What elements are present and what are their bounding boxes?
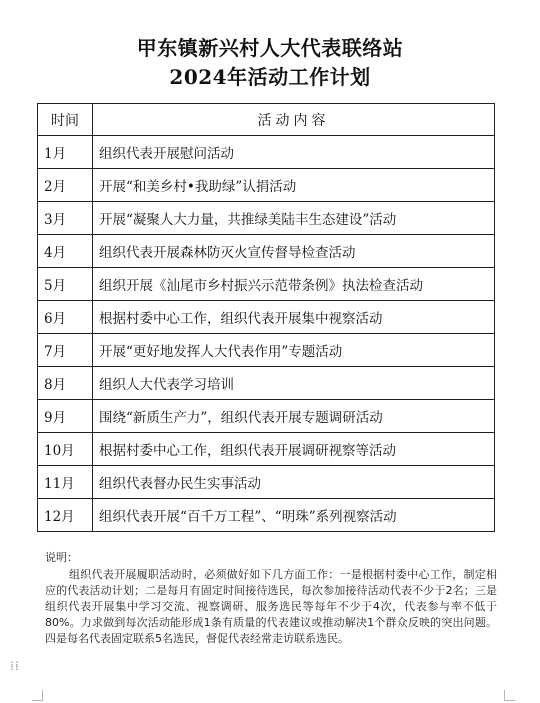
row-content: 组织代表开展“百千万工程”、“明珠”系列视察活动 [93,499,495,532]
table-row [38,466,495,499]
row-month: 8月 [38,367,93,400]
table-row [38,268,495,301]
row-content: 根据村委中心工作，组织代表开展调研视察等活动 [93,433,495,466]
table-row [38,235,495,268]
header-content: 活动内容 [93,104,495,136]
row-month: 11月 [38,466,93,499]
row-month: 6月 [38,301,93,334]
table-row [38,367,495,400]
row-month: 5月 [38,268,93,301]
notes-heading: 说明： [45,551,78,564]
table-row [38,433,495,466]
table-row [38,169,495,202]
row-content: 根据村委中心工作，组织代表开展集中视察活动 [93,301,495,334]
drag-handle-icon[interactable]: ⁞⁞ [10,659,20,673]
table-row [38,334,495,367]
row-content: 组织代表开展慰问活动 [93,136,495,169]
document-title-line1: 甲东镇新兴村人大代表联络站 [136,36,404,60]
row-month: 7月 [38,334,93,367]
row-content: 开展“凝聚人大力量，共推绿美陆丰生态建设”活动 [93,202,495,235]
row-content: 组织代表开展森林防灭火宣传督导检查活动 [93,235,495,268]
crop-corner-mark [32,690,43,701]
table-row [38,400,495,433]
row-month: 12月 [38,499,93,532]
row-month: 4月 [38,235,93,268]
row-content: 组织人大代表学习培训 [93,367,495,400]
row-month: 3月 [38,202,93,235]
table-row [38,301,495,334]
row-content: 开展“更好地发挥人大代表作用”专题活动 [93,334,495,367]
row-content: 组织开展《汕尾市乡村振兴示范带条例》执法检查活动 [93,268,495,301]
row-month: 10月 [38,433,93,466]
table-row [38,499,495,532]
table-row [38,202,495,235]
row-content: 围绕“新质生产力”，组织代表开展专题调研活动 [93,400,495,433]
table-row [38,136,495,169]
notes-section [45,550,497,647]
row-content: 组织代表督办民生实事活动 [93,466,495,499]
row-content: 开展“和美乡村•我助绿”认捐活动 [93,169,495,202]
row-month: 2月 [38,169,93,202]
activity-plan-table [37,103,495,532]
row-month: 1月 [38,136,93,169]
crop-corner-mark [504,690,515,701]
document-title-line2: 2024年活动工作计划 [169,65,371,89]
header-month: 时间 [38,104,93,136]
row-month: 9月 [38,400,93,433]
notes-body: 组织代表开展履职活动时，必须做好如下几方面工作：一是根据村委中心工作，制定相应的代表活动计划；二是每月有固定时间接待选民，每次参加接待活动代表不少于2名；三是组织代表开展集中学习交流、视察调研、服务选民等每年不少于4次，代表参与率不低于80%。力求做到每次活动能形成1条有质量的代表建议或推动解决1个群众反映的突出问题。四是每名代表固定联系5名选民，督促代表经常走访联系选民。 [45,568,497,645]
table-header-row [38,104,495,136]
